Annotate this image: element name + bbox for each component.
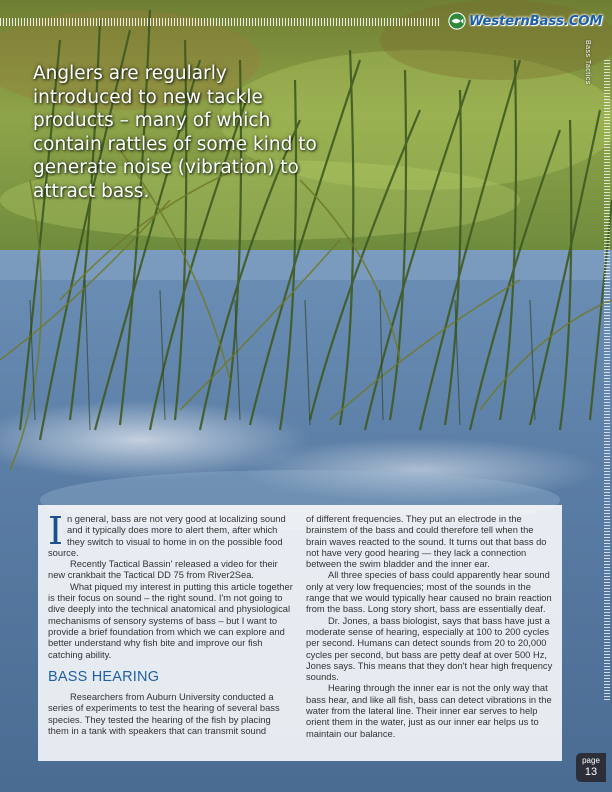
drop-cap: I <box>48 509 64 553</box>
page-label: page <box>582 756 600 765</box>
headline: Anglers are regularly introduced to new tackle products – many of which contain rattles of some kind to generate noise (vibration) to attract bass. <box>33 63 317 202</box>
page-number-badge <box>576 753 606 782</box>
article-column-right <box>306 514 554 740</box>
lead-paragraph <box>48 509 293 559</box>
section-side-label: Bass Tactics <box>584 40 591 85</box>
body-paragraph: of different frequencies. They put an electrode in the brainstem of the bass and could therefore tell when the brain waves reacted to the sound. It turns out that bass do not have very good hearing — they lack a connection between the swim bladder and the inner ear. <box>306 514 547 570</box>
body-paragraph: All three species of bass could apparently hear sound only at very low frequencies; most of the sounds in the range that we would typically hear caused no brain reaction from the bass. Long story short, bass are essentially deaf. <box>306 570 552 615</box>
brand-logo <box>448 8 602 34</box>
lead-paragraph-text: n general, bass are not very good at localizing sound and it typically does more to alert them, after which they switch to visual to home in on the possible food source. <box>48 514 286 558</box>
section-heading: BASS HEARING <box>48 668 160 685</box>
decorative-ruler-top <box>0 18 440 26</box>
body-paragraph: What piqued my interest in putting this article together is their focus on sound – the right sound. I'm not going to dive deeply into the technical anatomical and physiological mechanisms of sensory systems of bass – but I want to provide a brief foundation from which we can explore and better understand why fish bite and improve our fish catching ability. <box>48 581 293 660</box>
decorative-ruler-right <box>604 60 610 700</box>
body-paragraph: Dr. Jones, a bass biologist, says that bass have just a moderate sense of hearing, especially at 100 to 200 cycles per second. Humans can detect sounds from 20 to 20,000 cycles per second, but bass are petty deaf at over 500 Hz, Jones says. This means that they don't hear high frequency sounds. <box>306 615 553 683</box>
body-paragraph: Hearing through the inner ear is not the only way that bass hear, and like all fish, bass can detect vibrations in the water from the lateral line. Their inner ear serves to help orient them in the water, just as our inner ear helps us to maintain our balance. <box>306 683 552 739</box>
body-paragraph: Researchers from Auburn University conducted a series of experiments to test the hearing of several bass species. They tested the hearing of the fish by placing them in a tank with speakers that can transmit sound <box>48 692 280 737</box>
brand-name: WesternBass.COM <box>469 13 603 29</box>
article-column-left <box>48 509 293 737</box>
body-paragraph: Recently Tactical Bassin' released a video for their new crankbait the Tactical DD 75 from River2Sea. <box>48 559 278 581</box>
page-number: 13 <box>584 766 598 778</box>
fish-logo-icon <box>448 12 466 30</box>
article-panel <box>38 505 562 761</box>
